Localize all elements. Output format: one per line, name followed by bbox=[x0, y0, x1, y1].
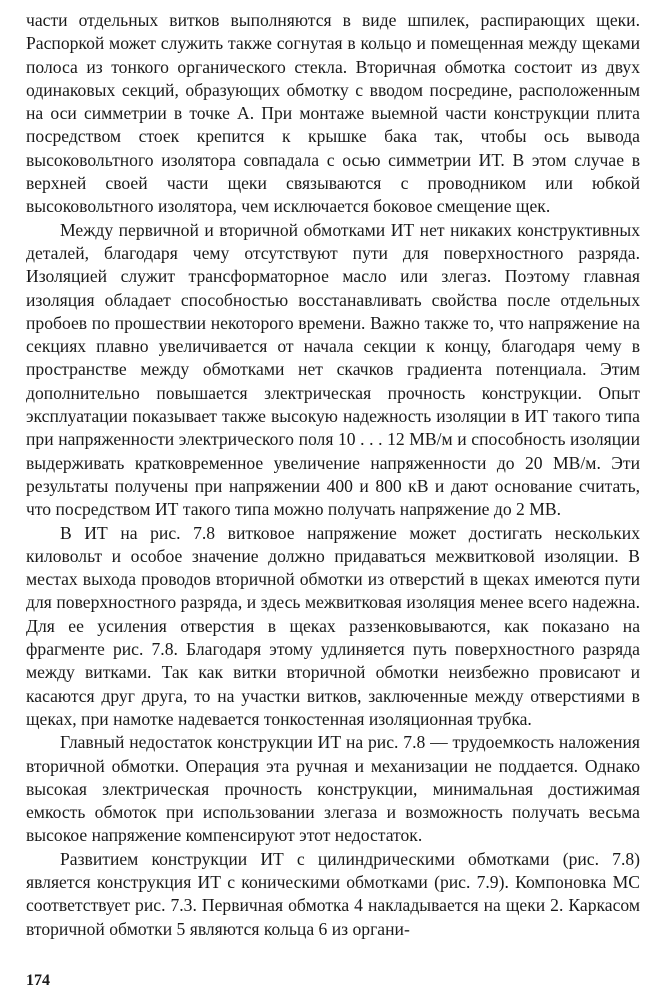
paragraph-5: Развитием конструкции ИТ с цилиндрическими обмотками (рис. 7.8) является конструкция ИТ с коническими обмотками (рис. 7.9). Компоновка МС соответствует рис. 7.3. Первичная обмотка 4 накладывается на щеки 2. Каркасом вторичной обмотки 5 являются кольца 6 из органи- bbox=[26, 848, 640, 939]
paragraph-3: В ИТ на рис. 7.8 витковое напряжение может достигать нескольких киловольт и особое значение должно придаваться межвитковой изоляции. В местах выхода проводов вторичной обмотки из отверстий в щеках имеются пути для поверхностного разряда, и здесь межвитковая изоляция менее всего надежна. Для ее усиления отверстия в щеках раззенковываются, как показано на фрагменте рис. 7.8. Благодаря этому удлиняется путь поверхностного разряда между витками. Так как витки вторичной обмотки неизбежно провисают и касаются друг друга, то на участки витков, заключенные между отверстиями в щеках, при намотке надевается тонкостенная изоляционная трубка. bbox=[26, 522, 640, 729]
paragraph-2: Между первичной и вторичной обмотками ИТ нет никаких конструктивных деталей, благодаря чему отсутствуют пути для поверхностного разряда. Изоляцией служит трансформаторное масло или злегаз. Поэтому главная изоляция обладает способностью восстанавливать свойства после отдельных пробоев по прошествии некоторого времени. Важно также то, что напряжение на секциях плавно увеличивается от начала секции к концу, благодаря чему в пространстве между обмотками нет скачков градиента потенциала. Этим дополнительно повышается злектрическая прочность конструкции. Опыт эксплуатации показывает также высокую надежность изоляции в ИТ такого типа при напряженности электрического поля 10 . . . 12 МВ/м и способность изоляции выдерживать кратковременное увеличение напряженности до 20 МВ/м. Эти результаты получены при напряжении 400 и 800 кВ и дают основание считать, что посредством ИТ такого типа можно получать напряжение до 2 МВ. bbox=[26, 219, 640, 520]
paragraph-1: части отдельных витков выполняются в виде шпилек, распирающих щеки. Распоркой может служить также согнутая в кольцо и помещенная между щеками полоса из тонкого органического стекла. Вторичная обмотка состоит из двух одинаковых секций, образующих обмотку с вводом посредине, расположенным на оси симметрии в точке А. При монтаже выемной части конструкции плита посредством стоек крепится к крышке бака так, чтобы ось вывода высоковольтного изолятора совпадала с осью симметрии ИТ. В этом случае в верхней своей части щеки связываются с проводником или юбкой высоковольтного изолятора, чем исключается боковое смещение щек. bbox=[26, 10, 640, 217]
paragraph-4: Главный недостаток конструкции ИТ на рис. 7.8 — трудоемкость наложения вторичной обмотки. Операция эта ручная и механизации не поддается. Однако высокая злектрическая прочность конструкции, минимальная достижимая емкость обмоток при использовании злегаза и возможность получать весьма высокое напряжение компенсируют этот недостаток. bbox=[26, 732, 640, 846]
document-body bbox=[26, 9, 640, 941]
page-number: 174 bbox=[26, 972, 50, 989]
